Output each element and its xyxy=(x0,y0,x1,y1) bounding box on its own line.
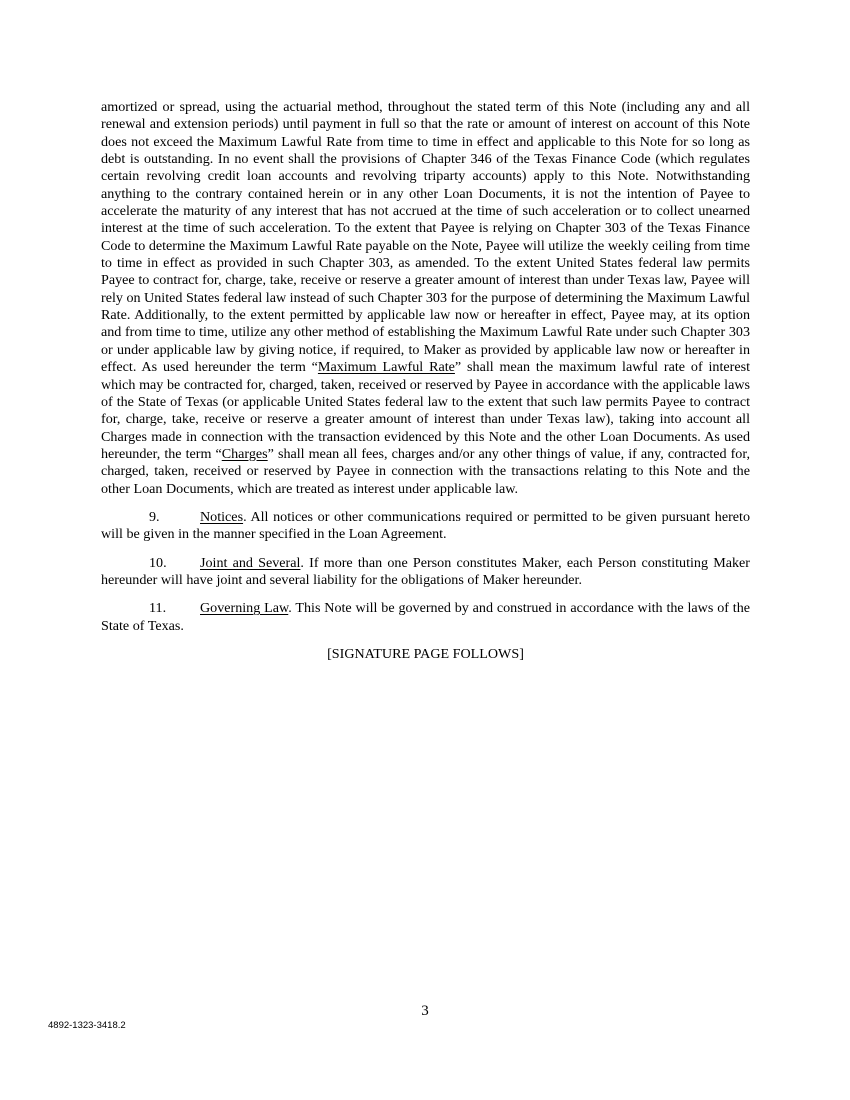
interest-paragraph xyxy=(101,99,750,498)
defined-term-maximum-lawful-rate: Maximum Lawful Rate xyxy=(317,359,455,376)
section-text: . All notices or other communications required or permitted to be given pursuant hereto will be given in the manner specified in the Loan Agreement. xyxy=(101,508,750,543)
defined-term-charges: Charges xyxy=(221,445,268,462)
paragraph-text: ” shall mean the maximum lawful rate of interest which may be contracted for, charged, taken, received or reserved by Payee in accordance with the applicable laws of the State of Texas (or applicable United States federal law to the extent that such law permits Payee to contract for, charge, take, receive or reserve a greater amount of interest than under Texas law), taking into account all Charges made in connection with the transaction evidenced by this Note and the other Loan Documents. As used hereunder, the term “ xyxy=(101,359,750,462)
signature-page-notice: [SIGNATURE PAGE FOLLOWS] xyxy=(327,645,524,662)
page-number: 3 xyxy=(421,1003,429,1019)
section-number: 10. xyxy=(149,554,167,571)
document-body xyxy=(101,99,750,674)
section-text: . If more than one Person constitutes Maker, each Person constituting Maker hereunder will have joint and several liability for the obligations of Maker hereunder. xyxy=(101,554,750,588)
paragraph-text: amortized or spread, using the actuarial method, throughout the stated term of this Note (including any and all renewal and extension periods) until payment in full so that the rate or amount of interest on account of this Note does not exceed the Maximum Lawful Rate from time to time in effect and applicable to this Note for so long as debt is outstanding. In no event shall the provisions of Chapter 346 of the Texas Finance Code (which regulates certain revolving credit loan accounts and revolving triparty accounts) apply to this Note. Notwithstanding anything to the contrary contained herein or in any other Loan Documents, it is not the intention of Payee to accelerate the maturity of any interest that has not accrued at the time of such acceleration or to collect unearned interest at the time of such acceleration. To the extent that Payee is relying on Chapter 303 of the Texas Finance Code to determine the Maximum Lawful Rate payable on the Note, Payee will utilize the weekly ceiling from time to time in effect as provided in such Chapter 303, as amended. To the extent United States federal law permits Payee to contract for, charge, take, receive or reserve a greater amount of interest than under Texas law, Payee will rely on United States federal law instead of such Chapter 303 for the purpose of determining the Maximum Lawful Rate. Additionally, to the extent permitted by applicable law now or hereafter in effect, Payee may, at its option and from time to time, utilize any other method of establishing the Maximum Lawful Rate under such Chapter 303 or under applicable law by giving notice, if required, to Maker as provided by applicable law now or hereafter in effect. As used hereunder the term “ xyxy=(101,99,750,376)
paragraph-text: ” shall mean all fees, charges and/or any other things of value, if any, contracted for, charged, taken, received or reserved by Payee in connection with the transactions relating to this Note and the other Loan Documents, which are treated as interest under applicable law. xyxy=(101,445,750,497)
document-id: 4892-1323-3418.2 xyxy=(48,1020,126,1031)
section-number: 11. xyxy=(149,600,167,617)
section-heading: Joint and Several xyxy=(200,554,301,571)
section-heading: Governing Law xyxy=(200,600,289,617)
section-notices xyxy=(101,509,750,544)
section-heading: Notices xyxy=(200,508,244,525)
section-governing-law xyxy=(101,600,750,635)
section-joint-and-several xyxy=(101,555,750,590)
section-text: . This Note will be governed by and construed in accordance with the laws of the State of Texas. xyxy=(101,600,750,634)
section-number: 9. xyxy=(149,508,160,525)
